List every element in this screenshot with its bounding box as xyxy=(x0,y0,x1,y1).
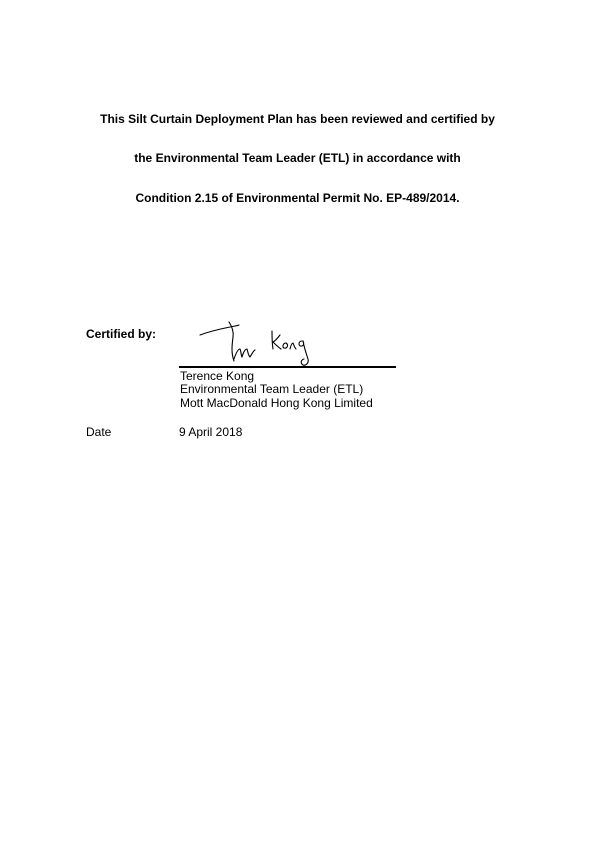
date-value: 9 April 2018 xyxy=(179,425,243,439)
date-label: Date xyxy=(86,425,112,439)
certification-line-2: the Environmental Team Leader (ETL) in accordance with xyxy=(134,151,461,165)
certification-line-3: Condition 2.15 of Environmental Permit No. EP-489/2014. xyxy=(135,191,460,205)
certification-line-1: This Silt Curtain Deployment Plan has been reviewed and certified by xyxy=(100,112,495,126)
signer-company: Mott MacDonald Hong Kong Limited xyxy=(180,396,373,410)
signature-line xyxy=(179,366,396,368)
signer-name: Terence Kong xyxy=(180,369,255,383)
signer-title: Environmental Team Leader (ETL) xyxy=(180,382,364,396)
handwritten-signature xyxy=(196,313,326,369)
certified-by-label: Certified by: xyxy=(86,327,157,341)
